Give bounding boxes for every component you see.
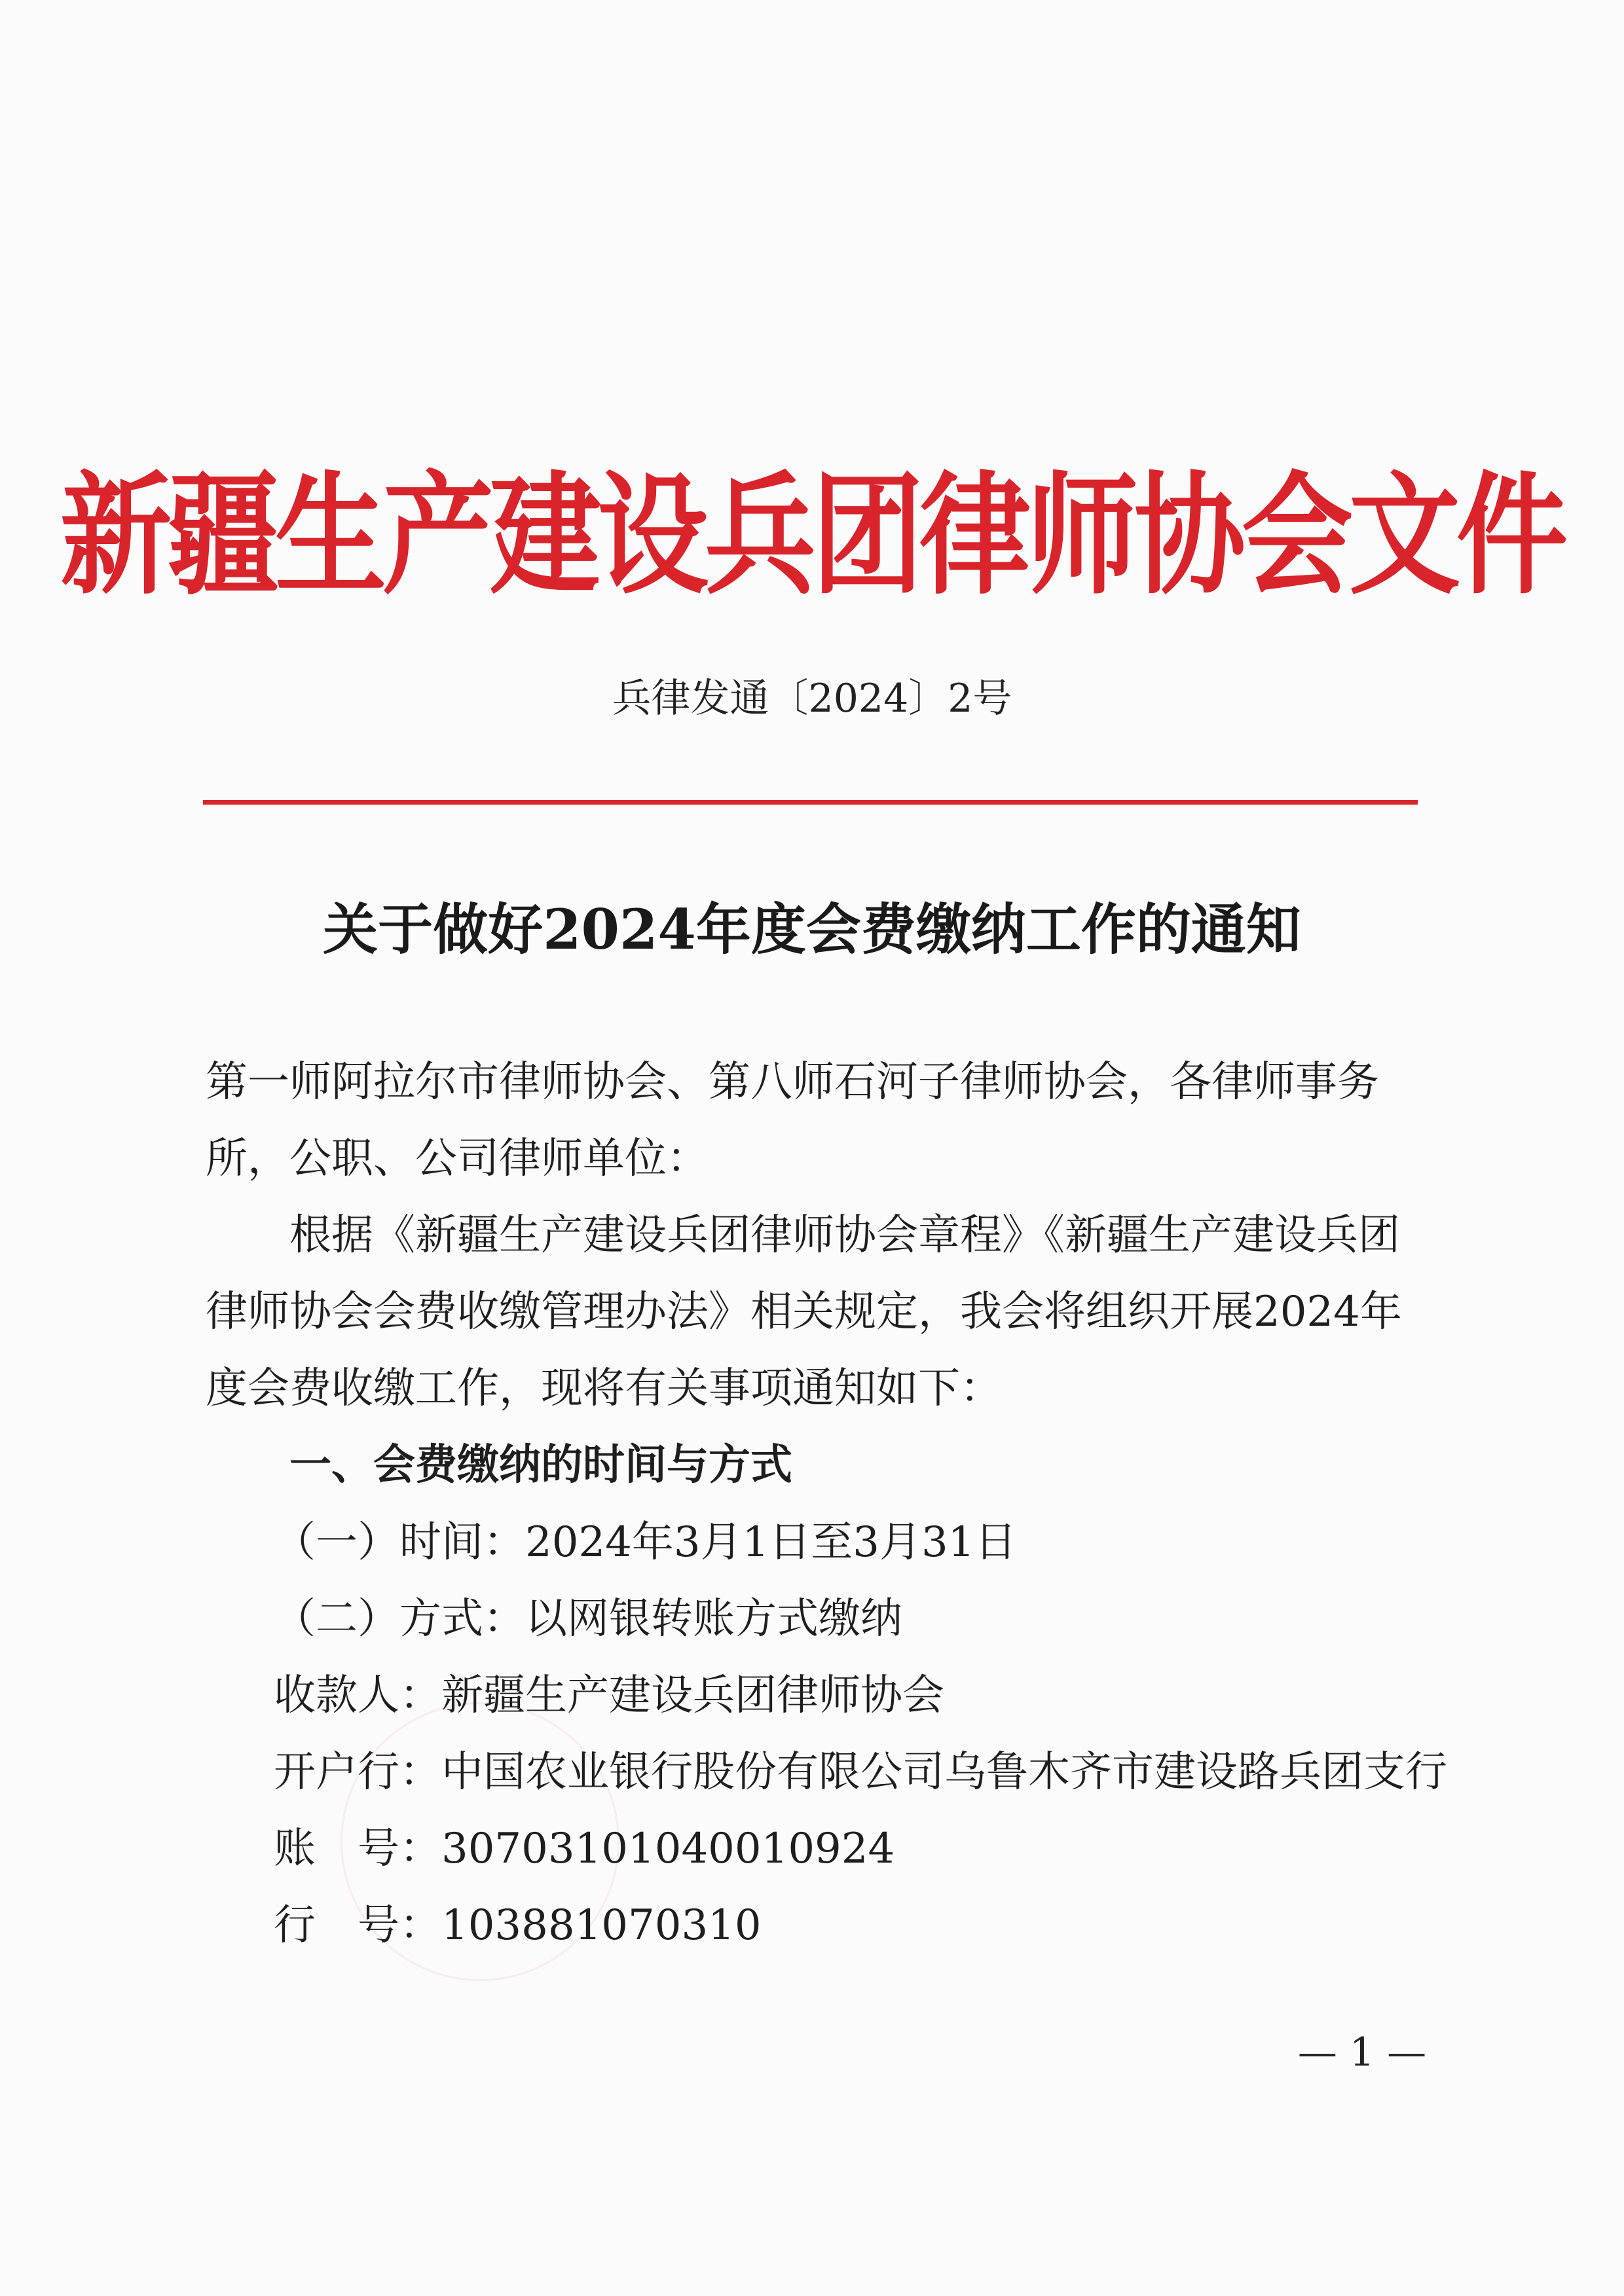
payee: 收款人：新疆生产建设兵团律师协会 <box>274 1671 944 1720</box>
page-number: — 1 — <box>1297 2030 1427 2075</box>
notice-body <box>206 1044 1424 1504</box>
account-number: 账 号：30703101040010924 <box>274 1825 895 1873</box>
document-header-title: 新疆生产建设兵团律师协会文件 <box>60 458 1564 613</box>
red-divider-line <box>203 800 1418 805</box>
notice-title: 关于做好2024年度会费缴纳工作的通知 <box>323 897 1301 962</box>
intro-paragraph: 根据《新疆生产建设兵团律师协会章程》《新疆生产建设兵团律师协会会费收缴管理办法》相关规定，我会将组织开展2024年度会费收缴工作，现将有关事项通知如下： <box>206 1211 1402 1413</box>
bank-code: 行 号：103881070310 <box>274 1901 762 1950</box>
document-number: 兵律发通〔2024〕2号 <box>612 676 1012 721</box>
addressee-paragraph: 第一师阿拉尔市律师协会、第八师石河子律师协会，各律师事务所，公职、公司律师单位： <box>206 1058 1379 1183</box>
payment-time: （一）时间：2024年3月1日至3月31日 <box>274 1518 1017 1567</box>
bank-name: 开户行：中国农业银行股份有限公司乌鲁木齐市建设路兵团支行 <box>274 1748 1447 1796</box>
section-heading-1: 一、会费缴纳的时间与方式 <box>289 1441 792 1489</box>
payment-method: （二）方式：以网银转账方式缴纳 <box>274 1595 902 1643</box>
